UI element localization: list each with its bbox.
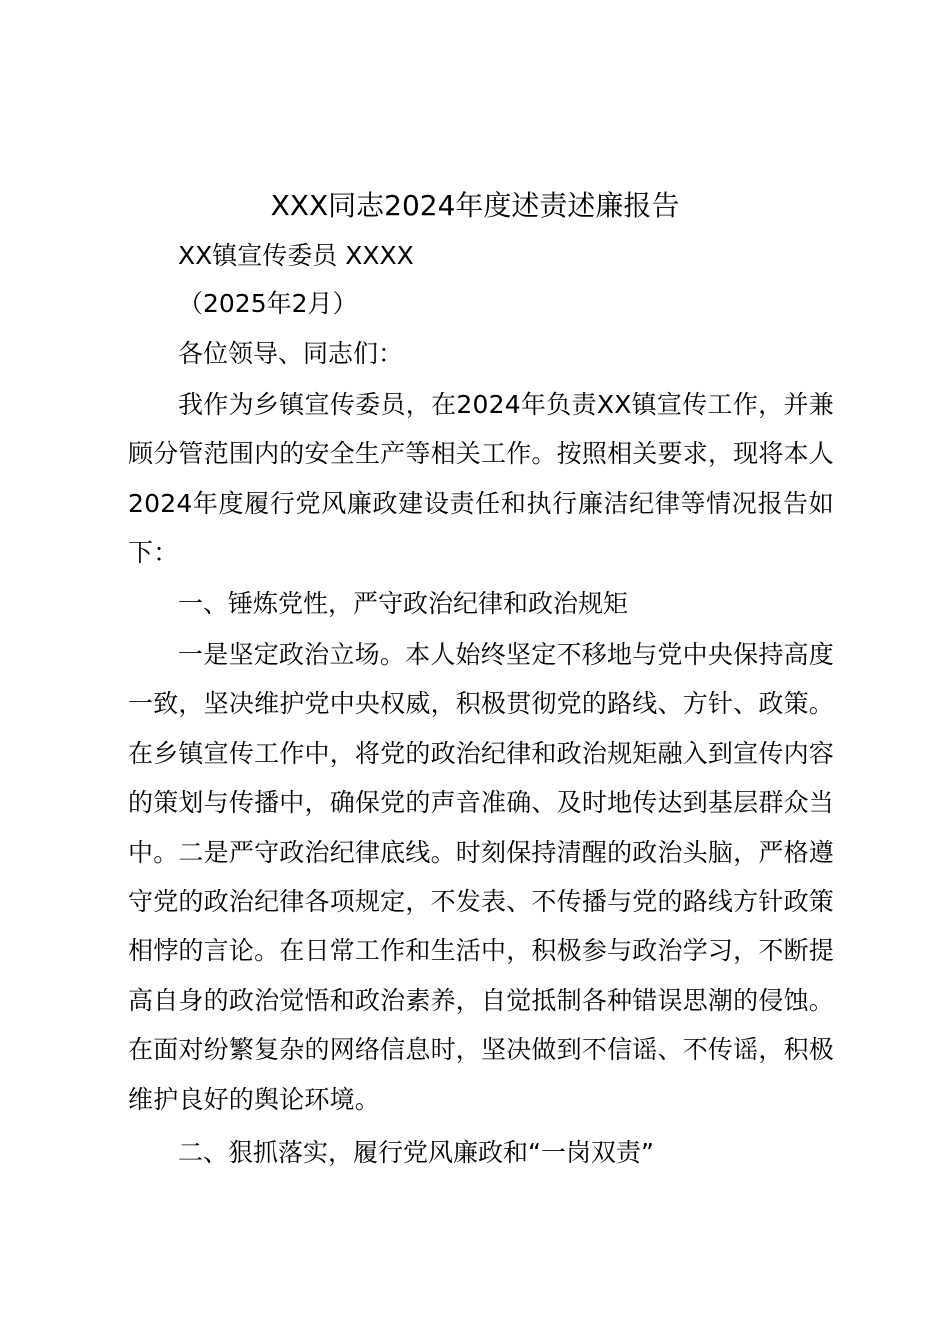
- author-line: XX镇宣传委员 XXXX: [178, 241, 414, 270]
- section-heading-1: 一、锤炼党性，严守政治纪律和政治规矩: [178, 589, 629, 618]
- intro-paragraph: 我作为乡镇宣传委员，在2024年负责XX镇宣传工作，并兼顾分管范围内的安全生产等相关工作。按照相关要求，现将本人2024年度履行党风廉政建设责任和执行廉洁纪律等情况报告如下：: [128, 390, 834, 568]
- document-title: XXX同志2024年度述责述廉报告: [270, 189, 680, 222]
- date-line: （2025年2月）: [178, 289, 358, 318]
- section-heading-2: 二、狠抓落实，履行党风廉政和“一岗双责”: [178, 1138, 654, 1167]
- salutation: 各位领导、同志们：: [178, 339, 404, 368]
- section-1-body: 一是坚定政治立场。本人始终坚定不移地与党中央保持高度一致，坚决维护党中央权威，积极贯彻党的路线、方针、政策。在乡镇宣传工作中，将党的政治纪律和政治规矩融入到宣传内容的策划与传播中，确保党的声音准确、及时地传达到基层群众当中。二是严守政治纪律底线。时刻保持清醒的政治头脑，严格遵守党的政治纪律各项规定，不发表、不传播与党的路线方针政策相悖的言论。在日常工作和生活中，积极参与政治学习，不断提高自身的政治觉悟和政治素养，自觉抵制各种错误思潮的侵蚀。在面对纷繁复杂的网络信息时，坚决做到不信谣、不传谣，积极维护良好的舆论环境。: [128, 640, 834, 1114]
